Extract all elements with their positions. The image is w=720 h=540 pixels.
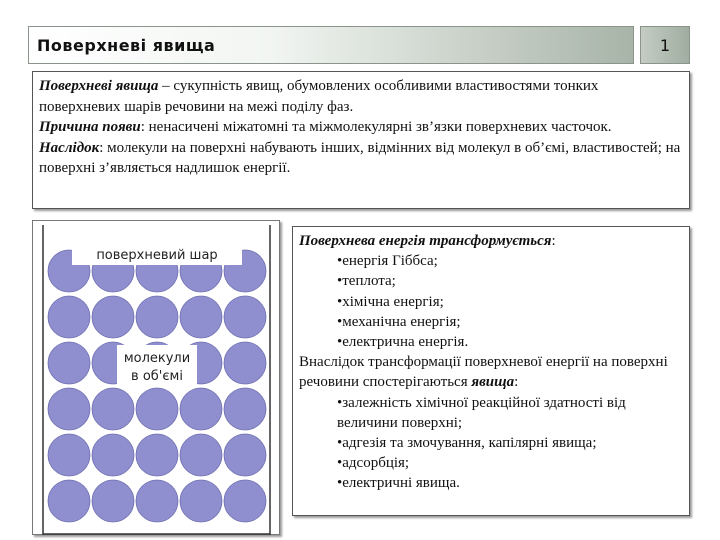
energy-form-item: •енергія Гіббса; (337, 253, 438, 270)
phenomenon-item: •електричні явища. (337, 475, 460, 492)
energy-form-item: •механічна енергія; (337, 313, 461, 330)
molecule (224, 434, 266, 476)
molecule (224, 480, 266, 522)
molecule-diagram (32, 220, 280, 535)
surface-layer-label: поверхневий шар (96, 248, 218, 263)
phenomenon-item: •адгезія та змочування, капілярні явища; (337, 435, 597, 452)
effect-paragraph (39, 138, 683, 179)
molecule (180, 434, 222, 476)
molecule (48, 388, 90, 430)
molecule (92, 480, 134, 522)
molecule (92, 388, 134, 430)
consequence-text: Внаслідок трансформації поверхневої енергії на поверхні речовини спостерігаються (299, 354, 668, 391)
definition-paragraph (39, 76, 683, 117)
molecule (136, 388, 178, 430)
effect-label: Наслідок (39, 139, 100, 156)
molecule (136, 296, 178, 338)
energy-heading-line (299, 231, 683, 251)
cause-paragraph (39, 117, 683, 138)
slide-title: Поверхневі явища (37, 35, 216, 55)
bulk-label-line2: в об'ємі (131, 369, 183, 384)
molecule (180, 388, 222, 430)
effect-text: : молекули на поверхні набувають інших, відмінних від молекул в об’ємі, властивостей; на поверхні з’являється надлишок енергії. (39, 139, 681, 176)
definition-term: Поверхневі явища (39, 78, 159, 94)
consequence-colon: : (514, 374, 519, 391)
energy-forms-list (299, 251, 683, 352)
definition-text: – сукупність явищ, обумовлених особливими властивостями тонких поверхневих шарів речовини на межі поділу фаз. (39, 78, 599, 115)
energy-heading-colon: : (551, 233, 556, 249)
energy-form-item: •теплота; (337, 273, 396, 290)
molecule (48, 480, 90, 522)
phenomena-list (299, 393, 683, 494)
molecule (48, 342, 90, 384)
molecule (136, 480, 178, 522)
phenomenon-item: •адсорбція; (337, 455, 410, 472)
molecule (224, 296, 266, 338)
slide-title-bar (28, 26, 634, 64)
cause-label: Причина появи (39, 119, 141, 135)
cause-text: : ненасичені міжатомні та міжмолекулярні зв’язки поверхневих часточок. (140, 119, 612, 135)
phenomenon-item: •залежність хімічної реакційної здатності від величини поверхні; (337, 394, 626, 431)
molecule (224, 388, 266, 430)
molecule (92, 434, 134, 476)
energy-box (292, 226, 690, 516)
consequence-paragraph (299, 352, 683, 392)
energy-heading: Поверхнева енергія трансформується (299, 233, 552, 249)
energy-form-item: •електрична енергія. (337, 334, 469, 351)
molecule (224, 342, 266, 384)
molecule-diagram-svg (33, 221, 281, 536)
definition-box (32, 71, 690, 209)
page-number: 1 (640, 26, 690, 64)
molecule (180, 296, 222, 338)
consequence-emph: явища (471, 374, 515, 391)
molecule (48, 296, 90, 338)
molecule (136, 434, 178, 476)
molecule (92, 296, 134, 338)
bulk-label-line1: молекули (123, 351, 191, 366)
molecule (180, 480, 222, 522)
molecule (48, 434, 90, 476)
energy-form-item: •хімічна енергія; (337, 293, 444, 310)
